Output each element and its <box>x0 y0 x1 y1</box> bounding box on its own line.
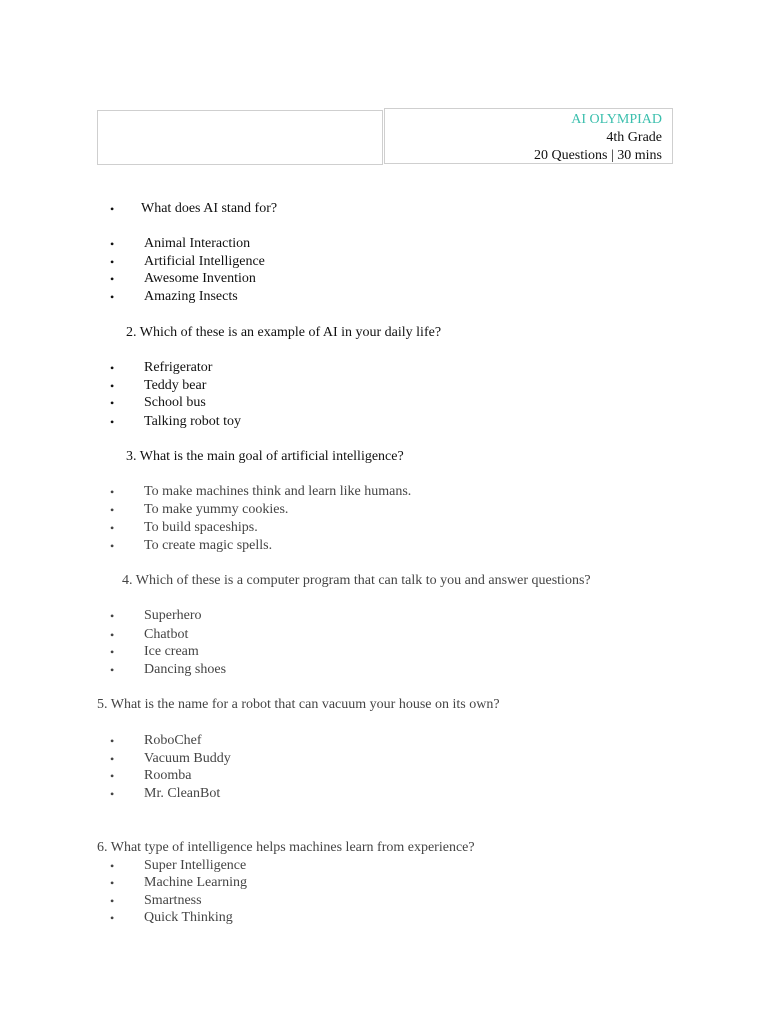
option-bullet: • <box>110 361 115 375</box>
test-meta: 20 Questions | 30 mins <box>533 148 662 163</box>
olympiad-title: AI OLYMPIAD <box>571 112 662 127</box>
question-3-text: 3. What is the main goal of artificial intelligence? <box>126 449 404 464</box>
q5-option-3: Roomba <box>144 768 192 783</box>
q3-option-2: To make yummy cookies. <box>144 502 289 517</box>
q6-option-2: Machine Learning <box>144 875 248 890</box>
header-left-box <box>97 110 383 165</box>
question-6-text: 6. What type of intelligence helps machines learn from experience? <box>97 840 475 855</box>
option-bullet: • <box>110 628 115 642</box>
q1-option-1: Animal Interaction <box>144 236 251 251</box>
option-bullet: • <box>110 734 115 748</box>
q1-option-2: Artificial Intelligence <box>144 254 265 269</box>
q6-option-3: Smartness <box>144 893 202 908</box>
option-bullet: • <box>110 752 115 766</box>
q4-option-1: Superhero <box>144 608 202 623</box>
option-bullet: • <box>110 272 115 286</box>
q1-option-3: Awesome Invention <box>144 271 256 286</box>
question-1-text: What does AI stand for? <box>141 201 278 216</box>
option-bullet: • <box>110 769 115 783</box>
option-bullet: • <box>110 485 115 499</box>
question-4-text: 4. Which of these is a computer program that can talk to you and answer questions? <box>122 573 591 588</box>
q4-option-4: Dancing shoes <box>144 662 227 677</box>
option-bullet: • <box>110 859 115 873</box>
option-bullet: • <box>110 787 115 801</box>
q6-option-4: Quick Thinking <box>144 910 233 925</box>
q5-option-1: RoboChef <box>144 733 202 748</box>
q3-option-4: To create magic spells. <box>144 538 273 553</box>
option-bullet: • <box>110 237 115 251</box>
q5-option-4: Mr. CleanBot <box>144 786 221 801</box>
option-bullet: • <box>110 645 115 659</box>
q2-option-2: Teddy bear <box>144 378 207 393</box>
q6-option-1: Super Intelligence <box>144 858 247 873</box>
option-bullet: • <box>110 911 115 925</box>
question-2-text: 2. Which of these is an example of AI in your daily life? <box>126 325 442 340</box>
option-bullet: • <box>110 609 115 623</box>
option-bullet: • <box>110 290 115 304</box>
header-right-box <box>384 108 673 164</box>
q2-option-1: Refrigerator <box>144 360 213 375</box>
option-bullet: • <box>110 663 115 677</box>
option-bullet: • <box>110 379 115 393</box>
question-bullet: • <box>110 202 115 216</box>
q1-option-4: Amazing Insects <box>144 289 238 304</box>
q4-option-2: Chatbot <box>144 627 189 642</box>
q2-option-3: School bus <box>144 395 206 410</box>
q3-option-1: To make machines think and learn like humans. <box>144 484 412 499</box>
grade-label: 4th Grade <box>606 130 662 145</box>
option-bullet: • <box>110 539 115 553</box>
option-bullet: • <box>110 415 115 429</box>
option-bullet: • <box>110 503 115 517</box>
q5-option-2: Vacuum Buddy <box>144 751 231 766</box>
option-bullet: • <box>110 521 115 535</box>
option-bullet: • <box>110 396 115 410</box>
question-5-text: 5. What is the name for a robot that can vacuum your house on its own? <box>97 697 500 712</box>
option-bullet: • <box>110 894 115 908</box>
q2-option-4: Talking robot toy <box>144 414 242 429</box>
q4-option-3: Ice cream <box>144 644 199 659</box>
q3-option-3: To build spaceships. <box>144 520 258 535</box>
option-bullet: • <box>110 255 115 269</box>
option-bullet: • <box>110 876 115 890</box>
